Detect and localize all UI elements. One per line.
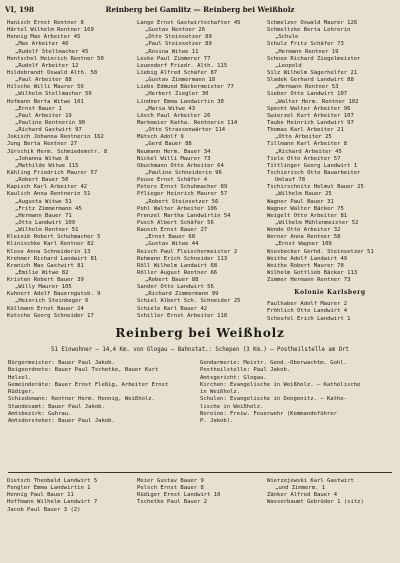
directory-entry: Liebs Edmund Bäckermeister 77: [137, 84, 234, 91]
directory-entry: Umlauf 78: [275, 177, 306, 184]
directory-entry: Lindner Emma Landwirtin 30: [137, 98, 224, 105]
directory-entry: Weigelt Otto Arbeiter 81: [267, 212, 348, 219]
directory-entry: „Wilhelm Stellmacher 56: [15, 91, 92, 98]
directory-entry: „Otto Landwirt 109: [15, 219, 76, 226]
directory-entry: „Richard Zimmermann 99: [145, 291, 219, 298]
directory-entry: Woithe Robert Maurer 78: [267, 262, 344, 269]
bottom-column-2: [135, 478, 265, 560]
directory-entry: Tillmann Karl Arbeiter 8: [267, 141, 348, 148]
directory-entry: „Pauline Schneiderin 96: [145, 169, 222, 176]
section-details: [8, 360, 392, 468]
directory-entry: Prenzel Martha Landwirtin 54: [137, 212, 231, 219]
page-number: VI, 198: [5, 5, 34, 14]
directory-entry: Fröhlich Otto Landwirt 4: [267, 308, 348, 315]
directory-entry: „Hermann Bauer 71: [15, 212, 72, 219]
directory-entry: Wagner Paul Bauer 31: [267, 198, 334, 205]
directory-entry: Neumann Herm. Bauer 34: [137, 148, 211, 155]
directory-entry: „Otto Steinsetzer 89: [145, 34, 212, 41]
directory-entry: Kapisch Karl Arbeiter 42: [7, 184, 88, 191]
directory-entry: Pelsch Ernst Bauer 8: [137, 485, 204, 492]
detail-line: Kirchen: Evangelische in Weißholz. — Katholische: [200, 381, 361, 388]
directory-entry: Schiel Albert Sch. Schneider 25: [137, 298, 241, 305]
directory-entry: Fengler Emma Landwirtin 1: [7, 485, 91, 492]
directory-entry: „Otto Strassenwärter 114: [145, 127, 226, 134]
directory-entry: „Gustav Rentner 26: [145, 27, 206, 34]
directory-entry: Pflieger Heinrich Maurer 57: [137, 191, 228, 198]
directory-entry: Jürschik Herm. Schmiedemstr. 8: [7, 148, 108, 155]
directory-entry: „Pauline Rentnerin 90: [15, 119, 86, 126]
detail-line: Amtsdorsteher: Bauer Paul Jakob.: [8, 418, 115, 425]
directory-entry: „Paul Steinsetzer 89: [145, 41, 212, 48]
detail-line: P. Jakob).: [200, 418, 234, 425]
directory-entry: Obuchmann Otto Arbeiter 64: [137, 162, 224, 169]
directory-entry: „Ernst Wagner 109: [275, 241, 332, 248]
directory-entry: „Gustav Zimmermann 18: [145, 77, 216, 84]
directory-entry: Swierzel Kurt Arbeiter 107: [267, 112, 354, 119]
bottom-column-1: [5, 478, 135, 560]
detail-line: Gemeinderäte: Bauer Ernst Fleßig, Arbeiter Ernst: [8, 381, 169, 388]
detail-line: Bürgermeister: Bauer Paul Jakob.: [8, 360, 115, 366]
page-header: [5, 5, 395, 17]
directory-entry: Rausch Ernst Bauer 27: [137, 227, 208, 234]
directory-entry: Tschetke Paul Bauer 2: [137, 499, 208, 506]
directory-entry: Pohl Walter Arbeiter 106: [137, 205, 218, 212]
directory-entry: Krehmer Richard Landwirt 81: [7, 255, 98, 262]
resident-list-bottom: [5, 478, 395, 560]
directory-entry: Hanisch Ernst Rentner 8: [7, 20, 84, 26]
details-right: [200, 360, 392, 468]
detail-line: Bereine: Freiw. Feuerwehr (Kommandoführer: [200, 411, 337, 418]
directory-entry: „Rudolf Arbeiter 12: [15, 62, 79, 69]
directory-entry: „Paul Arbeiter 19: [15, 112, 72, 119]
directory-entry: „Hermann Rentner 19: [275, 48, 339, 55]
directory-entry: Tittlinger Georg Landwirt 1: [267, 162, 358, 169]
directory-entry: Kaulich Anna Rentnerin 51: [7, 191, 91, 198]
directory-entry: „Heinrich Steinbeger 6: [15, 298, 89, 305]
directory-entry: „Augusta Witwe 51: [15, 198, 72, 205]
directory-entry: Klinischke Karl Rentner 82: [7, 241, 94, 248]
directory-entry: Tschirschnitz Helmut Bauer 25: [267, 184, 364, 191]
directory-entry: Schmeltzke Berta Lehrerin: [267, 27, 351, 34]
directory-entry: „Walter Herm. Rentner 102: [275, 98, 359, 105]
detail-line: Standesamt: Bauer Paul Jakob.: [8, 403, 105, 410]
directory-entry: Wiesbecker Gerhd. Steinsetzer 51: [267, 248, 374, 255]
directory-entry: Werner Anna Rentner 58: [267, 234, 341, 241]
directory-entry: „Robert Steinsetzer 56: [145, 198, 219, 205]
directory-entry: Hildebrandt Oswald Alth. 58: [7, 69, 98, 76]
directory-entry: „Mathilde Witwe 115: [15, 162, 79, 169]
detail-line: Schulen: Evangelische in Dongenitz. — Katho-: [200, 396, 347, 403]
detail-line: Helzel.: [8, 374, 32, 381]
directory-entry: Tschierisch Otto Bauarbeiter: [267, 169, 361, 176]
directory-entry: Markmeier Katha. Rentnerin 114: [137, 119, 238, 126]
directory-entry: Wierzejewski Karl Gastwirt: [267, 478, 354, 484]
detail-line: Amtsgericht: Glogau.: [200, 374, 267, 381]
bottom-column-3: [265, 478, 395, 560]
directory-entry: Peuse Ernst Schäfer 4: [137, 177, 208, 184]
directory-entry: „Fritz Zimmermann 45: [15, 205, 82, 212]
directory-entry: Hoffmann Wilhelm Landwirt 7: [7, 499, 98, 506]
directory-entry: „Otto Arbeiter 25: [275, 134, 332, 141]
directory-entry: „Max Arbeiter 40: [15, 41, 69, 48]
directory-entry: „Maria Witwe 43: [145, 105, 196, 112]
directory-entry: Hennig Max Arbeiter 45: [7, 34, 81, 41]
column-2: [135, 20, 265, 320]
directory-entry: Hennig Paul Bauer 11: [7, 492, 74, 499]
directory-entry: „Richard Gastwirt 97: [15, 127, 82, 134]
directory-entry: Wilhelm Gottlieb Bäcker 113: [267, 269, 358, 276]
detail-line: in Weißholz.: [200, 389, 241, 396]
directory-entry: „Ernst Bauer 1: [15, 105, 62, 112]
section-info: 51 Einwohner — 14,4 Km. von Glogau — Bahnstat.: Schepen (3 Km.) — Postheilstelle am Ort: [51, 347, 349, 353]
directory-entry: Sander Otto Landwirt 56: [137, 284, 214, 291]
directory-entry: Zänker Alfred Bauer 4: [267, 492, 338, 499]
directory-entry: Schulz Fritz Schäfer 73: [267, 41, 344, 48]
directory-entry: Kristen Robert Bauer 39: [7, 277, 84, 284]
directory-entry: Leuendorf Friedr. Alth. 115: [137, 62, 228, 69]
directory-entry: Peters Ernst Schuhmacher 89: [137, 184, 228, 191]
detail-line: Beigeordnete: Bauer Paul Tschetke, Bauer Kurt: [8, 367, 159, 374]
directory-entry: Jung Berta Rentner 27: [7, 141, 78, 148]
directory-entry: Liebig Alfred Schäfer 87: [137, 69, 218, 76]
directory-entry: Leske Paul Zimmerer 77: [137, 55, 211, 62]
directory-entry: Härtel Wilhelm Rentner 169: [7, 27, 94, 34]
directory-entry: Rüdiger Ernst Landwirt 10: [137, 492, 221, 499]
directory-entry: Röller August Rentner 66: [137, 269, 218, 276]
directory-entry: Thomas Karl Arbeiter 21: [267, 127, 344, 134]
subsection-heading: Kolonie Karlsberg: [294, 289, 366, 297]
resident-list-top: [5, 20, 395, 320]
directory-entry: „Johanna Witwe 8: [15, 155, 69, 162]
directory-entry: „Richard Arbeiter 45: [275, 148, 342, 155]
directory-entry: Kähling Friedrich Maurer 57: [7, 169, 98, 176]
directory-entry: Küllmann Ernst Bauer 24: [7, 305, 84, 312]
directory-entry: Jacob Paul Bauer 3 (2): [7, 506, 81, 513]
detail-line: Postheilstelle: Paul Jakob.: [200, 367, 291, 374]
detail-line: Amtsbezirk: Guhrau.: [8, 411, 72, 418]
directory-entry: „Wilhelm Mühlenmeister 52: [275, 219, 359, 226]
directory-entry: Kuhnert Adolf Bauerngutsb. 9: [7, 291, 101, 298]
directory-entry: Pusch Albert Schäfer 56: [137, 219, 214, 226]
directory-entry: Woithe Adolf Landwirt 49: [267, 255, 348, 262]
directory-entry: „Rosina Witwe 11: [145, 48, 199, 55]
directory-entry: „Emilie Witwe 82: [15, 269, 69, 276]
directory-entry: Hilsche Willi Maurer 56: [7, 84, 84, 91]
detail-line: Schiedsmann: Rentner Herm. Hennig, Weißholz.: [8, 396, 155, 403]
directory-entry: „Schule: [275, 34, 299, 41]
directory-entry: „Gustav Witwe 44: [145, 241, 199, 248]
directory-entry: „Paul Arbeiter 88: [15, 77, 72, 84]
directory-entry: Schnee Richard Ziegelmeister: [267, 55, 361, 62]
directory-entry: Hentschel Heinrich Rentner 50: [7, 55, 104, 62]
detail-line: Gendarmerie: Meistr. Gend.-Oberwachtm. Gohl.: [200, 360, 347, 366]
detail-line: lische in Weißholz.: [200, 403, 264, 410]
directory-entry: Mütsch Adolf 9: [137, 134, 184, 141]
directory-entry: Dietsch Theobald Landwirt 5: [7, 478, 98, 484]
directory-entry: Nickel Willi Maurer 73: [137, 155, 211, 162]
directory-entry: „Leopold: [275, 62, 302, 69]
column-3: [265, 20, 395, 320]
directory-entry: „Robert Bauer 50: [15, 177, 69, 184]
directory-entry: Wasserbaumt Gebrüder 1 (sitz): [267, 499, 364, 506]
directory-entry: Wagner Walter Bäcker 75: [267, 205, 344, 212]
directory-entry: Faulhaber Adolf Maurer 2: [267, 301, 348, 308]
directory-entry: Sieber Otto Landwirt 107: [267, 91, 348, 98]
directory-entry: Klose Anna Schneiderin 13: [7, 248, 91, 255]
directory-entry: Tiele Otto Arbeiter 57: [267, 155, 341, 162]
directory-entry: „Herbert Ziegler 30: [145, 91, 209, 98]
section-title: Reinberg bei Weißholz: [115, 326, 285, 340]
directory-entry: „Gerd Bauer 88: [145, 141, 192, 148]
directory-entry: Kleinik Robert Schuhmacher 5: [7, 234, 101, 241]
directory-entry: Sladek Gerhard Landwirt 88: [267, 77, 354, 84]
directory-entry: Reisch Paul Fleischermeister 2: [137, 248, 238, 255]
directory-entry: „Willy Maurer 105: [15, 284, 72, 291]
directory-entry: „und Zimmerm. 1: [275, 485, 326, 492]
directory-entry: Schiele Karl Bauer 42: [137, 305, 208, 312]
directory-entry: Schmelzer Oswald Maurer 126: [267, 20, 358, 26]
directory-entry: Kutsche Georg Schneider 17: [7, 312, 94, 319]
directory-entry: „Robert Bauer 88: [145, 277, 199, 284]
directory-entry: „Hermann Rentner 53: [275, 84, 339, 91]
directory-entry: „Wilhelm Rentner 51: [15, 227, 79, 234]
directory-entry: Lösch Paul Arbeiter 26: [137, 112, 211, 119]
directory-entry: Wende Otto Arbeiter 32: [267, 227, 341, 234]
directory-entry: Meier Gustav Bauer 9: [137, 478, 204, 484]
details-left: [8, 360, 200, 468]
directory-entry: „Rudolf Stellmacher 45: [15, 48, 89, 55]
directory-entry: Jokisch Johanna Rentnerin 162: [7, 134, 104, 141]
directory-entry: Rehmann Erich Schneider 113: [137, 255, 228, 262]
directory-entry: Zimmer Hermann Rentner 73: [267, 277, 351, 284]
running-title: Reinberg bei Gamlitz — Reinberg bei Weißholz: [105, 5, 295, 14]
divider-rule: [8, 472, 392, 473]
detail-line: Rüdiger.: [8, 389, 35, 396]
directory-entry: „Wilhelm Bauer 25: [275, 191, 332, 198]
directory-entry: Taube Heinrich Landwirt 97: [267, 119, 354, 126]
directory-entry: Scheufel Erich Landwirt 1: [267, 315, 351, 320]
directory-entry: Hofmann Berta Witwe 101: [7, 98, 84, 105]
directory-entry: Röll Wilhelm Landwirt 68: [137, 262, 218, 269]
directory-entry: Kranich Max Gastwirt 81: [7, 262, 84, 269]
column-1: [5, 20, 135, 320]
directory-entry: Lange Ernst Gastwirtschafter 45: [137, 20, 241, 26]
directory-entry: Silz Wilhelm Sägerhelfer 21: [267, 69, 358, 76]
directory-entry: „Ernst Bauer 68: [145, 234, 196, 241]
directory-entry: Specht Walter Arbeiter 96: [267, 105, 351, 112]
directory-entry: Schiller Ernst Arbeiter 118: [137, 312, 228, 319]
